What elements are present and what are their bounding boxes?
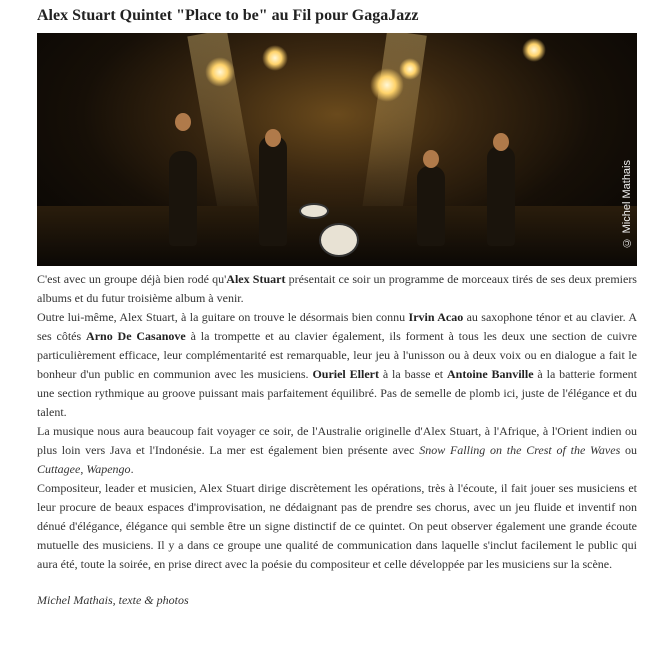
- tom-drum: [299, 203, 329, 219]
- text: à la basse et: [378, 367, 447, 381]
- text: à la batterie forment une section rythmique au groove puissant mais parfaitement équilibré. Pas de semelle de plomb ici, juste de l'élégance et du talent.: [37, 367, 637, 419]
- paragraph-intro: [37, 270, 637, 308]
- text: ou: [620, 443, 638, 457]
- musician-name: Irvin Acao: [408, 310, 464, 324]
- stage-light: [399, 58, 421, 80]
- musician-head: [423, 150, 439, 168]
- song-title: Wapengo: [86, 462, 131, 476]
- article: [37, 0, 637, 608]
- text: au saxophone ténor et au clavier. A ses côtés: [37, 310, 637, 343]
- photo-credit: © Michel Mathais: [621, 159, 633, 248]
- musician-name: Antoine Banville: [446, 367, 534, 381]
- paragraph-leader: Compositeur, leader et musicien, Alex Stuart dirige discrètement les opérations, très à l'écoute, il fait jouer ses musiciens et leur procure de beaux espaces d'improvisation, ne dédaignant pas de prendre ses chorus, avec un jeu fluide et inventif non dénué d'élégance, élégance qui semble être un signe distinctif de ce quintet. On peut observer également une grande écoute mutuelle des musiciens. Il y a dans ce groupe une qualité de communication dans laquelle s'inclut facilement le public qui aura été, toute la soirée, en prise direct avec la poésie du compositeur et celle développée par les musiciens sur la scène.: [37, 481, 637, 571]
- author-signature: Michel Mathais, texte & photos: [37, 593, 189, 607]
- musician-name: Alex Stuart: [226, 272, 286, 286]
- paragraph-music: [37, 422, 637, 479]
- text: Outre lui-même, Alex Stuart, à la guitare on trouve le désormais bien connu: [37, 310, 409, 324]
- stage-light: [522, 38, 546, 62]
- paragraph-lineup: [37, 308, 637, 422]
- musician-name: Ouriel Ellert: [312, 367, 379, 381]
- text: à la trompette et au clavier également, ils forment à tous les deux une section de cuivre particulièrement efficace, leur complémentarité est remarquable, leur jeu à l'unisson ou à deux voix ou en dialogue a fait le bonheur d'un public en communion avec les musiciens.: [37, 329, 638, 381]
- musician-head: [175, 113, 191, 131]
- bass-drum: [319, 223, 359, 257]
- musician-head: [265, 129, 281, 147]
- text: C'est avec un groupe déjà bien rodé qu': [37, 272, 227, 286]
- song-title: Snow Falling on the Crest of the Waves: [419, 443, 621, 457]
- stage-light: [262, 45, 288, 71]
- musician-trumpet: [169, 151, 197, 246]
- text: présentait ce soir un programme de morceaux tirés de ses deux premiers albums et du futur troisième album à venir.: [37, 272, 637, 305]
- musician-bass: [487, 146, 515, 246]
- musician-name: Arno De Casanove: [86, 329, 186, 343]
- text: La musique nous aura beaucoup fait voyager ce soir, de l'Australie originelle d'Alex Stuart, à l'Afrique, à l'Orient indien ou plus loin vers Java et l'Indonésie. La mer est également bien présente avec: [37, 424, 637, 457]
- musician-guitar: [417, 166, 445, 246]
- stage-light: [205, 57, 235, 87]
- song-title: Cuttagee: [37, 462, 81, 476]
- musician-sax: [259, 136, 287, 246]
- concert-photo: [37, 33, 637, 266]
- text: ,: [80, 462, 87, 476]
- text: .: [130, 462, 134, 476]
- musician-head: [493, 133, 509, 151]
- article-body: [37, 270, 637, 574]
- article-title: Alex Stuart Quintet "Place to be" au Fil pour GagaJazz: [37, 7, 419, 24]
